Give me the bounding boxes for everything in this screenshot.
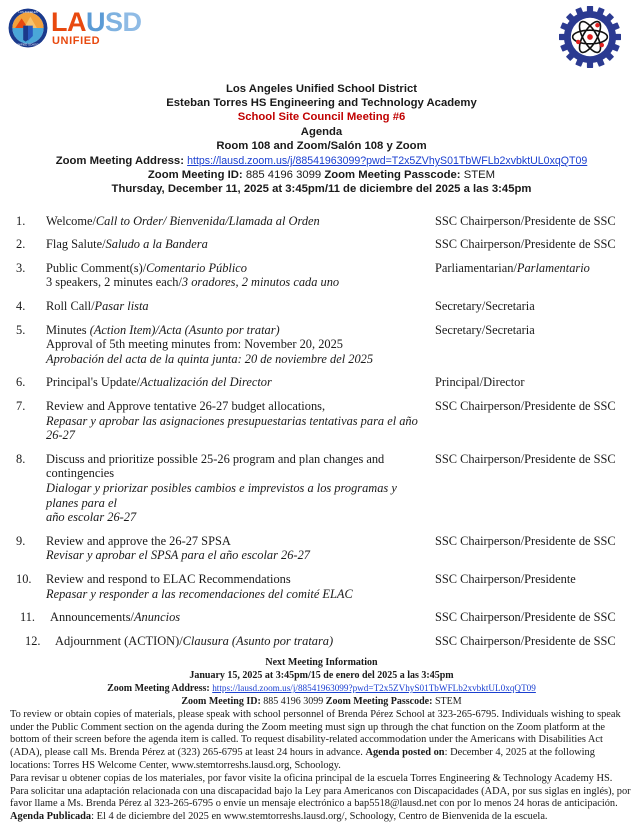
- lausd-seal-icon: [8, 8, 48, 48]
- agenda-item-number: 1.: [16, 213, 26, 228]
- document-header: [0, 82, 643, 197]
- agenda-item-line: [46, 399, 429, 414]
- next-meeting-datetime: January 15, 2025 at 3:45pm/15 de enero del 2025 a las 3:45pm: [189, 669, 454, 681]
- agenda-item-responsible: [435, 237, 635, 252]
- agenda-item-text-es: 3 oradores, 2 minutos cada uno: [181, 275, 340, 290]
- agenda-item-text-en: Principal's Update/: [46, 375, 141, 390]
- agenda-item-responsible: [435, 214, 635, 229]
- agenda-item-responsible: [435, 452, 635, 525]
- agenda-item-number: 9.: [16, 533, 26, 548]
- agenda-item-text-es: Revisar y aprobar el SPSA para el año escolar 26-27: [46, 548, 310, 563]
- agenda-item-text-en: Discuss and prioritize possible 25-26 program and plan changes and contingencies: [46, 451, 385, 481]
- agenda-item: [14, 299, 635, 314]
- school-name: Esteban Torres HS Engineering and Technology Academy: [166, 97, 477, 110]
- spanish-notice-text-1: Para revisar u obtener copias de los materiales, por favor visite la oficina principal de la escuela Torres Engineering & Technology Academy HS. Para solicitar una adaptación relacionada con una discapacidad bajo la Ley para Americanos con Discapacidades (ADA, por sus siglas en inglés), por favor llame a Ms. Brenda Pérez al 323-265-6795 o envíe un mensaje electrónico a bap5518@lausd.net con por lo menos 24 horas de anticipación.: [10, 773, 631, 810]
- meeting-title: School Site Council Meeting #6: [237, 111, 406, 124]
- agenda-item-line: [46, 534, 429, 549]
- agenda-item-line: [46, 587, 429, 602]
- document-type: Agenda: [300, 125, 343, 138]
- agenda-item-responsible-en: SSC Chairperson/Presidente: [435, 571, 576, 586]
- lausd-d-text: D: [122, 7, 142, 37]
- agenda-item-responsible-es: Parlamentario: [516, 260, 590, 275]
- agenda-item-line: [55, 634, 429, 649]
- footer-zoom-passcode-label: Zoom Meeting Passcode:: [325, 695, 433, 707]
- agenda-item-text-es: Repasar y responder a las recomendaciones del comité ELAC: [46, 586, 353, 601]
- zoom-id-value: 885 4196 3099: [245, 169, 322, 182]
- agenda-item-text-es: Call to Order/ Bienvenida/Llamada al Orden: [95, 213, 320, 228]
- agenda-item-body: [50, 610, 435, 625]
- agenda-item-responsible: [435, 299, 635, 314]
- next-meeting-title: Next Meeting Information: [265, 657, 378, 669]
- agenda-item-number: 11.: [20, 610, 36, 625]
- spanish-notice-text-2: : El 4 de diciembre del 2025 en www.stemtorreshs.lausd.org/, Schoology, Centro de Bienvenida de la escuela.: [91, 811, 548, 823]
- agenda-item-responsible: [435, 534, 635, 563]
- agenda-list: [0, 214, 643, 649]
- agenda-item-line: [46, 414, 429, 443]
- agenda-item-responsible-en: Principal/Director: [435, 375, 525, 390]
- agenda-item-number: 4.: [16, 299, 26, 313]
- agenda-item-text-es: Aprobación del acta de la quinta junta: 20 de noviembre del 2025: [46, 351, 374, 366]
- agenda-item: [14, 399, 635, 443]
- agenda-item-responsible-en: Secretary/Secretaria: [435, 322, 535, 337]
- agenda-item-responsible-en: SSC Chairperson/Presidente de SSC: [435, 237, 616, 252]
- agenda-item-responsible-en: SSC Chairperson/Presidente de SSC: [435, 451, 616, 466]
- agenda-item: [14, 534, 635, 563]
- agenda-item-line: [46, 510, 429, 525]
- agenda-item-text-es: Anuncios: [133, 610, 181, 625]
- agenda-item-responsible-en: SSC Chairperson/Presidente de SSC: [435, 213, 616, 228]
- agenda-item-line: [46, 572, 429, 587]
- agenda-item-responsible: [435, 634, 635, 649]
- english-notice-text-2: : December 4, 2025 at the following locations: Torres HS Welcome Center, www.stemtorreshs.lausd.org, Schoology.: [10, 747, 595, 771]
- agenda-item-text-en: Minutes: [46, 322, 90, 337]
- agenda-item-line: [46, 237, 429, 252]
- lausd-logo: [8, 8, 142, 48]
- agenda-item-text-en: Review and Approve tentative 26-27 budget allocations,: [46, 398, 326, 413]
- footer-zoom-address-link[interactable]: https://lausd.zoom.us/j/88541963099?pwd=T2x5ZVhyS01TbWFLb2xvbktUL0xqQT09: [212, 683, 536, 694]
- agenda-item-line: [46, 337, 429, 352]
- agenda-item-text-es: Comentario Público: [146, 260, 247, 275]
- agenda-item-text-es: año escolar 26-27: [46, 510, 137, 525]
- agenda-item-text-en: Review and approve the 26-27 SPSA: [46, 533, 231, 548]
- agenda-item-text-en: Review and respond to ELAC Recommendations: [46, 571, 291, 586]
- english-notice-paragraph: [10, 709, 633, 772]
- footer-zoom-id-label: Zoom Meeting ID:: [181, 695, 261, 707]
- svg-text:LOS ANGELES: LOS ANGELES: [18, 9, 38, 14]
- agenda-item: [14, 634, 635, 649]
- agenda-item-responsible-en: SSC Chairperson/Presidente de SSC: [435, 633, 616, 648]
- agenda-item: [14, 572, 635, 601]
- agenda-item-line: [46, 275, 429, 290]
- spanish-notice-bold: Agenda Publicada: [10, 811, 92, 823]
- agenda-item-text-es: Clausura (Asunto por tratara): [182, 633, 334, 648]
- agenda-item-line: [46, 548, 429, 563]
- footer-zoom-credentials-line: [10, 696, 633, 709]
- agenda-item-line: [46, 452, 429, 481]
- agenda-item: [14, 610, 635, 625]
- agenda-item-text-en: 3 speakers, 2 minutes each/: [46, 275, 182, 290]
- zoom-id-label: Zoom Meeting ID:: [147, 169, 243, 182]
- meeting-location: Room 108 and Zoom/Salón 108 y Zoom: [216, 139, 427, 152]
- agenda-item-line: [46, 323, 429, 338]
- agenda-item-body: [55, 634, 435, 649]
- agenda-item-body: [46, 299, 435, 314]
- agenda-item-body: [46, 375, 435, 390]
- agenda-item-responsible-en: SSC Chairperson/Presidente de SSC: [435, 398, 616, 413]
- agenda-item-body: [46, 452, 435, 525]
- agenda-item-text-es: Saludo a la Bandera: [105, 237, 208, 252]
- footer-zoom-id-value: 885 4196 3099: [263, 695, 324, 707]
- agenda-item-body: [46, 237, 435, 252]
- agenda-item-number: 7.: [16, 398, 26, 413]
- agenda-item-body: [46, 572, 435, 601]
- agenda-item: [14, 452, 635, 525]
- agenda-item-responsible-en: Parliamentarian/: [435, 260, 517, 275]
- svg-text:UNIFIED SCHOOL: UNIFIED SCHOOL: [16, 42, 40, 47]
- english-notice-bold: Agenda posted on: [365, 747, 445, 759]
- agenda-item-line: [46, 481, 429, 510]
- district-name: Los Angeles Unified School District: [225, 83, 418, 95]
- agenda-item-responsible: [435, 610, 635, 625]
- agenda-item-responsible: [435, 323, 635, 367]
- agenda-item-text-en: Adjournment (ACTION)/: [55, 633, 183, 648]
- agenda-item-number: 8.: [16, 451, 26, 466]
- agenda-item-body: [46, 214, 435, 229]
- footer-zoom-address-label: Zoom Meeting Address:: [107, 683, 210, 695]
- english-notice-text-1: To review or obtain copies of materials, please speak with school personnel of Brenda Pérez School at 323-265-6795. Individuals wishing to speak under the Public Comment section on the agenda during the Zoom meeting must sign up through the chat function on the Zoom platform at the bottom of their screen before the agenda item is called. To request disability-related accommodation under the Americans with Disabilities Act (ADA), please call Ms. Brenda Pérez at (323) 265-6795 at least 24 hours in advance.: [10, 709, 621, 759]
- agenda-item-responsible-en: SSC Chairperson/Presidente de SSC: [435, 533, 616, 548]
- spanish-notice-paragraph: [10, 773, 633, 823]
- zoom-address-label: Zoom Meeting Address:: [55, 155, 184, 168]
- footer-zoom-passcode-value: STEM: [434, 695, 462, 707]
- logo-row: [0, 0, 643, 72]
- agenda-item-number: 3.: [16, 260, 26, 275]
- document-footer: [0, 657, 643, 823]
- lausd-la-text: LA: [51, 7, 86, 37]
- footer-zoom-address-line: [10, 682, 633, 696]
- agenda-item-number: 6.: [16, 375, 26, 390]
- agenda-item-number: 5.: [16, 322, 26, 337]
- agenda-item-responsible: [435, 261, 635, 290]
- agenda-item-responsible: [435, 399, 635, 443]
- agenda-item: [14, 323, 635, 367]
- meeting-datetime: Thursday, December 11, 2025 at 3:45pm/11 de diciembre del 2025 a las 3:45pm: [111, 183, 532, 196]
- lausd-unified-text: UNIFIED: [52, 35, 101, 47]
- zoom-address-line: [0, 154, 643, 168]
- agenda-item-text-es: Dialogar y priorizar posibles cambios e imprevistos a los programas y planes para el: [46, 480, 397, 510]
- agenda-item: [14, 375, 635, 390]
- agenda-item-responsible-en: Secretary/Secretaria: [435, 299, 535, 313]
- agenda-item-number: 2.: [16, 237, 26, 252]
- agenda-item-body: [46, 323, 435, 367]
- zoom-passcode-label: Zoom Meeting Passcode:: [324, 169, 461, 182]
- agenda-item-body: [46, 261, 435, 290]
- agenda-item: [14, 214, 635, 229]
- agenda-item-number: 10.: [16, 571, 32, 586]
- lausd-wordmark: [51, 9, 142, 47]
- zoom-credentials-line: [0, 168, 643, 182]
- agenda-item-line: [46, 214, 429, 229]
- agenda-item-responsible: [435, 572, 635, 601]
- agenda-item: [14, 261, 635, 290]
- agenda-item-line: [46, 375, 429, 390]
- lausd-u-text: U: [86, 7, 105, 37]
- agenda-item-line: [46, 299, 429, 314]
- agenda-item-line: [50, 610, 429, 625]
- agenda-item-responsible-en: SSC Chairperson/Presidente de SSC: [435, 610, 616, 625]
- agenda-item-line: [46, 352, 429, 367]
- agenda-item: [14, 237, 635, 252]
- agenda-item-text-en: Roll Call/: [46, 299, 95, 313]
- agenda-item-responsible: [435, 375, 635, 390]
- stem-atom-gear-icon: [559, 6, 621, 68]
- agenda-item-body: [46, 399, 435, 443]
- zoom-passcode-value: STEM: [463, 169, 496, 182]
- agenda-item-text-es: Repasar y aprobar las asignaciones presupuestarias tentativas para el año 26-27: [46, 413, 418, 443]
- agenda-item-body: [46, 534, 435, 563]
- agenda-item-text-en: Flag Salute/: [46, 237, 106, 252]
- agenda-item-text-es: (Action Item)/Acta (Asunto por tratar): [89, 322, 280, 337]
- agenda-item-text-es: Actualización del Director: [140, 375, 272, 390]
- agenda-item-line: [46, 261, 429, 276]
- agenda-item-text-en: Announcements/: [50, 610, 134, 625]
- lausd-s-text: S: [105, 7, 123, 37]
- zoom-address-link[interactable]: https://lausd.zoom.us/j/88541963099?pwd=T2x5ZVhyS01TbWFLb2xvbktUL0xqQT09: [187, 155, 588, 168]
- agenda-item-text-en: Welcome/: [46, 213, 96, 228]
- agenda-item-text-en: Approval of 5th meeting minutes from: November 20, 2025: [46, 337, 343, 352]
- agenda-item-text-es: Pasar lista: [94, 299, 149, 313]
- agenda-item-number: 12.: [25, 633, 41, 648]
- agenda-item-text-en: Public Comment(s)/: [46, 260, 147, 275]
